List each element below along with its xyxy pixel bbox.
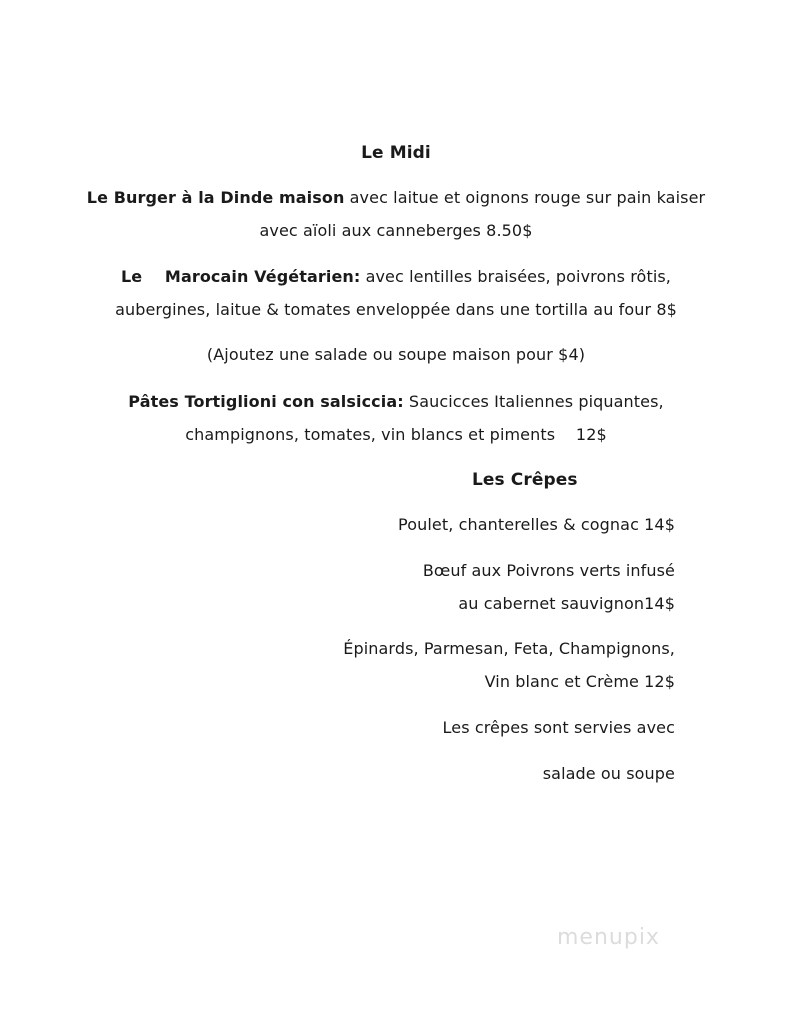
crepe-item-boeuf: Bœuf aux Poivrons verts infusé bbox=[422, 561, 675, 580]
section-title-midi: Le Midi bbox=[361, 143, 431, 163]
menu-item-burger bbox=[0, 188, 792, 208]
section-title-crepes: Les Crêpes bbox=[472, 470, 578, 490]
crepe-item-epinards: Épinards, Parmesan, Feta, Champignons, bbox=[343, 639, 675, 658]
crepes-note: Les crêpes sont servies avec bbox=[442, 718, 675, 737]
menu-item-description: avec lentilles braisées, poivrons rôtis, bbox=[360, 267, 671, 286]
menu-item-name: Pâtes Tortiglioni con salsiccia: bbox=[128, 392, 404, 411]
menu-item-marocain bbox=[0, 267, 792, 287]
menu-item-description: champignons, tomates, vin blancs et piments 12$ bbox=[185, 425, 607, 444]
menu-item-description: aubergines, laitue & tomates enveloppée dans une tortilla au four 8$ bbox=[115, 300, 677, 319]
crepe-item-epinards-detail: Vin blanc et Crème 12$ bbox=[484, 672, 675, 691]
addon-note: (Ajoutez une salade ou soupe maison pour $4) bbox=[206, 345, 586, 364]
menu-item-name: Le Marocain Végétarien: bbox=[121, 267, 361, 286]
watermark-logo: menupix bbox=[557, 925, 660, 950]
menu-item-pates bbox=[0, 392, 792, 412]
menu-item-description: avec aïoli aux canneberges 8.50$ bbox=[259, 221, 533, 240]
menu-item-description: Saucicces Italiennes piquantes, bbox=[403, 392, 664, 411]
crepes-note-detail: salade ou soupe bbox=[542, 764, 675, 783]
menu-item-name: Le Burger à la Dinde maison bbox=[86, 188, 345, 207]
menu-item-description: avec laitue et oignons rouge sur pain kaiser bbox=[344, 188, 706, 207]
crepe-item-boeuf-detail: au cabernet sauvignon14$ bbox=[458, 594, 675, 613]
crepe-item-poulet: Poulet, chanterelles & cognac 14$ bbox=[398, 515, 675, 534]
